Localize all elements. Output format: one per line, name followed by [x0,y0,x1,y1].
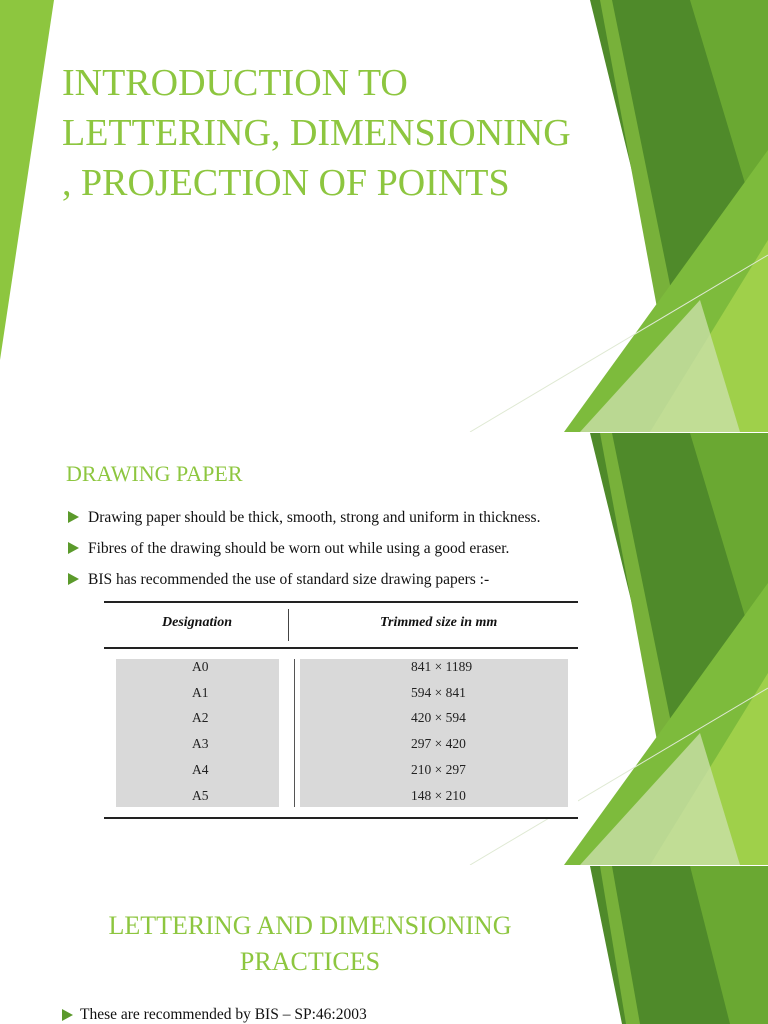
table-header [104,603,578,649]
bullet-item [66,538,540,569]
title-line-3: , PROJECTION OF POINTS [62,162,510,204]
cell-size: 210 × 297 [411,762,466,777]
title-line-1: LETTERING AND DIMENSIONING [108,911,512,940]
cell-size: 594 × 841 [411,685,466,700]
paper-size-table [104,601,578,819]
table-row [104,758,578,784]
bullet-text: BIS has recommended the use of standard size drawing papers :- [88,571,490,588]
table-row [104,732,578,758]
title-line-1: INTRODUCTION TO [62,62,408,104]
slide-1 [0,0,768,432]
triangle-bullet-icon [68,573,79,585]
cell-designation: A1 [192,685,209,700]
triangle-bullet-icon [62,1009,73,1021]
table-row [104,655,578,681]
triangle-bullet-icon [68,511,79,523]
bullet-item [62,1006,367,1024]
table-row [104,706,578,732]
cell-designation: A2 [192,710,209,725]
cell-size: 841 × 1189 [411,659,473,674]
header-trimmed-size: Trimmed size in mm [380,615,498,630]
cell-designation: A5 [192,788,209,803]
slide-2 [0,433,768,865]
bullet-text: Drawing paper should be thick, smooth, strong and uniform in thickness. [88,509,541,526]
cell-designation: A0 [192,659,209,674]
bullet-text: Fibres of the drawing should be worn out while using a good eraser. [88,540,510,557]
slide-1-title [62,58,642,208]
cell-size: 148 × 210 [411,788,466,803]
table-row [104,784,578,810]
bullet-item [66,569,540,600]
bullet-list [66,507,540,600]
title-line-2: LETTERING, DIMENSIONING [62,112,571,154]
cell-designation: A4 [192,762,209,777]
triangle-bullet-icon [68,542,79,554]
header-designation: Designation [162,615,233,630]
cell-size: 297 × 420 [411,736,466,751]
bullet-text: These are recommended by BIS – SP:46:2003 [80,1006,367,1023]
slide-2-title: DRAWING PAPER [66,461,243,486]
cell-designation: A3 [192,736,209,751]
header-divider [288,609,289,641]
cell-size: 420 × 594 [411,710,466,725]
title-line-2: PRACTICES [239,947,381,976]
bullet-item [66,507,540,538]
slide-3-title [60,908,560,980]
slide-3 [0,866,768,1024]
table-row [104,681,578,707]
